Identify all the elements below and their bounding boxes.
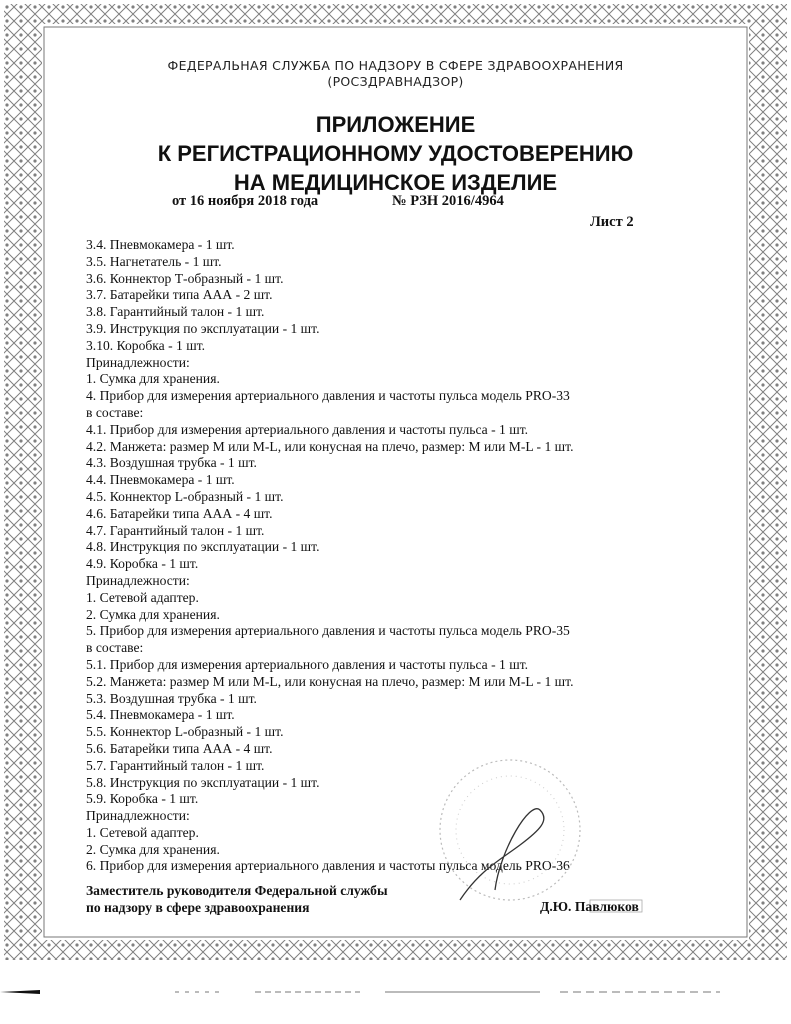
- signature-stroke: [460, 809, 544, 900]
- body-line: 4.3. Воздушная трубка - 1 шт.: [86, 455, 257, 471]
- scan-edge-marks: [0, 980, 791, 1010]
- agency-abbreviation: (РОСЗДРАВНАДЗОР): [327, 74, 464, 89]
- body-line: 5.7. Гарантийный талон - 1 шт.: [86, 757, 265, 773]
- body-line: 3.10. Коробка - 1 шт.: [86, 337, 206, 353]
- body-line: 4.2. Манжета: размер М или M-L, или конусная на плечо, размер: М или M-L - 1 шт.: [86, 438, 574, 454]
- body-line: 2. Сумка для хранения.: [86, 606, 220, 622]
- signatory-title-line1: Заместитель руководителя Федеральной службы: [86, 883, 388, 898]
- body-line: 4.9. Коробка - 1 шт.: [86, 556, 199, 572]
- official-seal: [420, 750, 650, 920]
- body-line: 5.4. Пневмокамера - 1 шт.: [86, 707, 235, 723]
- body-line: 5.6. Батарейки типа ААА - 4 шт.: [86, 740, 273, 756]
- body-line: 1. Сетевой адаптер.: [86, 824, 199, 840]
- body-line: в составе:: [86, 640, 144, 656]
- body-line: 4.7. Гарантийный талон - 1 шт.: [86, 522, 265, 538]
- body-line: 1. Сетевой адаптер.: [86, 589, 199, 605]
- body-line: Принадлежности:: [86, 572, 190, 588]
- signatory-title-line2: по надзору в сфере здравоохранения: [86, 900, 310, 915]
- body-line: 4. Прибор для измерения артериального давления и частоты пульса модель PRO-33: [86, 388, 570, 404]
- body-line: Принадлежности:: [86, 808, 190, 824]
- body-line: в составе:: [86, 404, 144, 420]
- body-line: 3.6. Коннектор Т-образный - 1 шт.: [86, 270, 284, 286]
- body-line: 4.6. Батарейки типа ААА - 4 шт.: [86, 505, 273, 521]
- document-title-line3: НА МЕДИЦИНСКОЕ ИЗДЕЛИЕ: [233, 170, 558, 195]
- body-line: 3.5. Нагнетатель - 1 шт.: [86, 253, 222, 269]
- body-line: 3.8. Гарантийный талон - 1 шт.: [86, 304, 265, 320]
- registration-number: № РЗН 2016/4964: [392, 193, 504, 209]
- body-line: 1. Сумка для хранения.: [86, 371, 220, 387]
- body-line: 4.4. Пневмокамера - 1 шт.: [86, 472, 235, 488]
- body-line: 5.2. Манжета: размер М или M-L, или конусная на плечо, размер: М или M-L - 1 шт.: [86, 673, 574, 689]
- body-line: 5.8. Инструкция по эксплуатации - 1 шт.: [86, 774, 320, 790]
- body-line: 6. Прибор для измерения артериального давления и частоты пульса модель PRO-36: [86, 858, 570, 874]
- body-line: 2. Сумка для хранения.: [86, 841, 220, 857]
- body-line: 4.1. Прибор для измерения артериального давления и частоты пульса - 1 шт.: [86, 421, 529, 437]
- body-line: 5.9. Коробка - 1 шт.: [86, 791, 199, 807]
- body-line: 3.9. Инструкция по эксплуатации - 1 шт.: [86, 320, 320, 336]
- agency-name: ФЕДЕРАЛЬНАЯ СЛУЖБА ПО НАДЗОРУ В СФЕРЕ ЗДРАВООХРАНЕНИЯ: [167, 58, 624, 73]
- body-line: 5.1. Прибор для измерения артериального давления и частоты пульса - 1 шт.: [86, 656, 529, 672]
- body-line: 5. Прибор для измерения артериального давления и частоты пульса модель PRO-35: [86, 623, 570, 639]
- body-line: Принадлежности:: [86, 354, 190, 370]
- body-line: 4.8. Инструкция по эксплуатации - 1 шт.: [86, 539, 320, 555]
- issue-date: от 16 ноября 2018 года: [172, 193, 319, 209]
- signatory-name: Д.Ю. Павлюков: [540, 899, 639, 914]
- body-line: 3.4. Пневмокамера - 1 шт.: [86, 237, 235, 252]
- body-line: 5.3. Воздушная трубка - 1 шт.: [86, 690, 257, 706]
- document-title-line1: ПРИЛОЖЕНИЕ: [315, 112, 476, 137]
- document-title-line2: К РЕГИСТРАЦИОННОМУ УДОСТОВЕРЕНИЮ: [157, 141, 634, 166]
- body-line: 3.7. Батарейки типа ААА - 2 шт.: [86, 287, 273, 303]
- body-line: 4.5. Коннектор L-образный - 1 шт.: [86, 488, 284, 504]
- body-line: 5.5. Коннектор L-образный - 1 шт.: [86, 724, 284, 740]
- sheet-number: Лист 2: [590, 214, 634, 230]
